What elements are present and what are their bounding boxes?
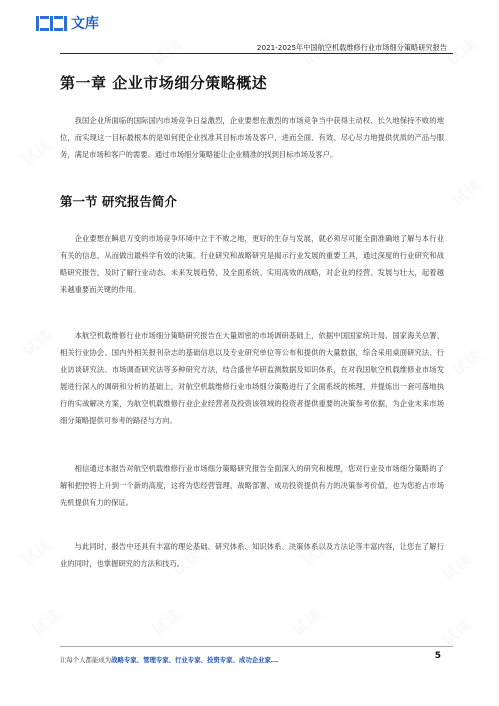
watermark-text: 试读 <box>438 549 476 585</box>
watermark-text: 试读 <box>18 324 56 360</box>
logo-text: 文库 <box>71 16 99 32</box>
watermark-text: 试读 <box>298 534 336 570</box>
watermark-text: 试读 <box>18 534 56 570</box>
watermark-text: 试读 <box>18 134 56 170</box>
watermark-text: 试读 <box>443 34 481 70</box>
footer-prefix: 让每个人都能成为 <box>60 656 112 664</box>
footer-suffix: …… <box>270 656 279 664</box>
watermark-text: 试读 <box>168 544 206 580</box>
footer-slogan <box>60 655 279 664</box>
chapter-title: 第一章 企业市场细分策略概述 <box>60 74 268 92</box>
header-divider <box>60 53 453 54</box>
watermark-text: 试读 <box>448 174 486 210</box>
footer-divider <box>60 646 453 647</box>
section-paragraph: 本航空机载维修行业市场细分策略研究报告在大量周密的市场调研基础上，依据中国国家统计局、国家海关总署、相关行业协会、国内外相关报刊杂志的基础信息以及专业研究单位等公布和提供的大量数据，综合采用桌面研究法、行业访谈研究法、市场调查研究法等多种研究方法，结合盛世华研监测数据及知识体系，在对我国航空机载维修业市场发展进行深入的调研和分析的基础上，对航空机载维修行业市场细分策略进行了全面系统的梳理，并提炼出一套可落地执行的实战解决方案，为航空机载维修行业企业经营者及投资该领域的投资者提供重要的决策参考依据，为企业未来市场细分策略提供可参考的路径与方向。 <box>60 331 444 425</box>
watermark-text: 试读 <box>438 614 476 650</box>
watermark-text: 试读 <box>448 344 486 380</box>
page-number: 5 <box>434 651 441 661</box>
report-title: 2021-2025年中国航空机载维修行业市场细分策略研究报告 <box>256 43 447 52</box>
page-header <box>0 0 499 50</box>
watermark-text: 试读 <box>148 34 186 70</box>
watermark-text: 试读 <box>148 604 186 640</box>
section-paragraph: 企业要想在瞬息万变的市场竞争环境中立于不败之地，更好的生存与发展，就必须尽可能全面准确地了解与本行业有关的信息，从而做出最科学有效的决策。行业研究和战略研究是揭示行业发展的重要工具，通过深度的行业研究和战略研究报告，及时了解行业动态、未来发展趋势，及全面系统、实用高效的战略，对企业的经营、发展与壮大，起着越来越重要而关键的作用。 <box>60 234 444 294</box>
logo-mark-icon <box>36 16 67 31</box>
watermark-text: 试读 <box>28 604 66 640</box>
logo <box>36 13 99 33</box>
footer-highlight: 战略专家、管理专家、行业专家、投资专家、成功企业家 <box>111 656 271 664</box>
section-title: 第一节 研究报告简介 <box>60 194 177 209</box>
watermark-text: 试读 <box>298 34 336 70</box>
watermark-text: 试读 <box>288 604 326 640</box>
section-paragraph: 与此同时，报告中还具有丰富的理论基础、研究体系、知识体系、决策体系以及方法论等丰富内容，让您在了解行业的同时，也掌握研究的方法和技巧。 <box>60 542 444 568</box>
chapter-intro: 我国企业所面临的国际国内市场竞争日益激烈，企业要想在激烈的市场竞争当中获得主动权、长久地保持不败的地位，而实现这一目标最根本的是如何使企业找准其目标市场及客户，进而全面、有效、尽心尽力地提供优质的产品与服务，满足市场和客户的需要。通过市场细分策略能让企业精准的找到目标市场及客户。 <box>60 116 444 159</box>
section-paragraph: 相信通过本报告对航空机载维修行业市场细分策略研究报告全面深入的研究和梳理，您对行业及市场细分策略的了解和把控将上升到一个新的高度，这将为您经营管理、战略部署、成功投资提供有力的决策参考价值，也为您抢占市场先机提供有力的保证。 <box>60 464 444 507</box>
